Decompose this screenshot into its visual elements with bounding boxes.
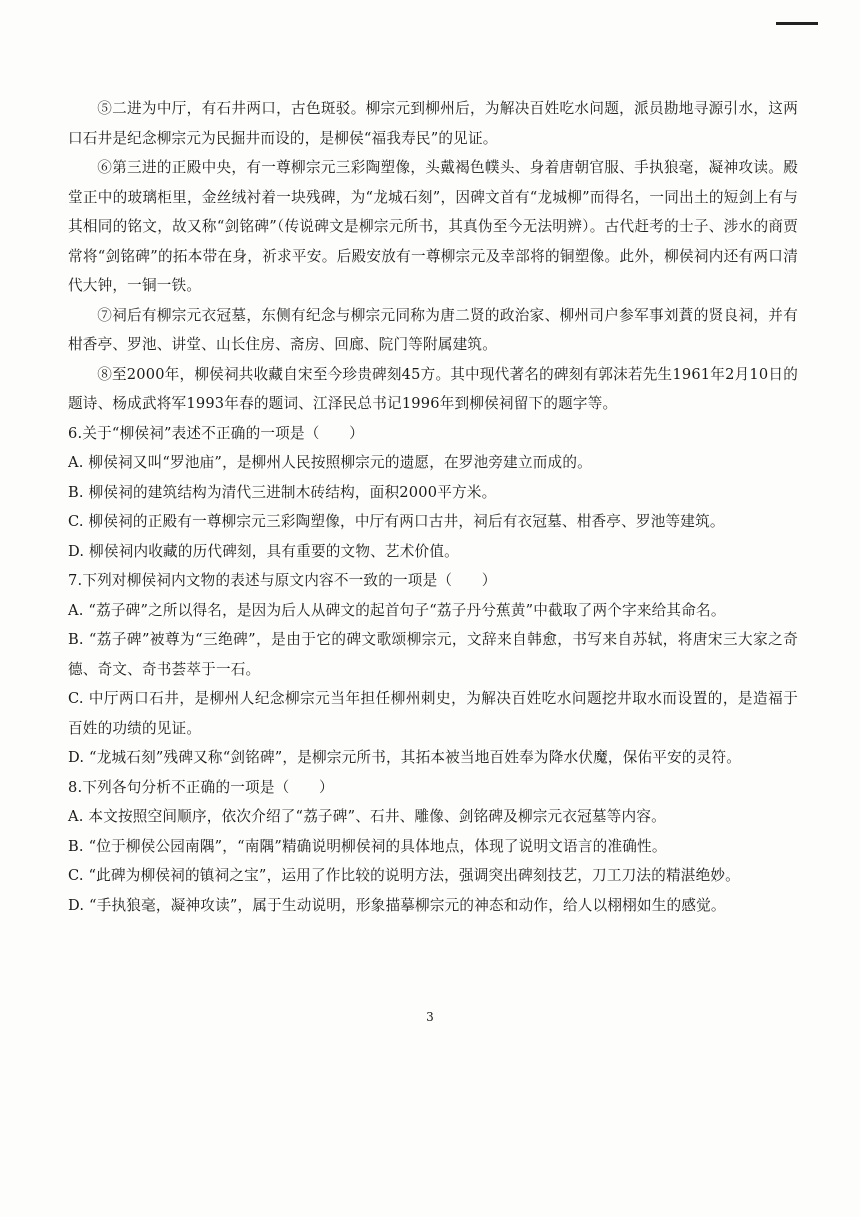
header-mark xyxy=(776,22,818,25)
page-number: 3 xyxy=(426,1010,434,1024)
question-stem: 6.关于“柳侯祠”表述不正确的一项是（ ） xyxy=(68,424,364,442)
option-c: C. 柳侯祠的正殿有一尊柳宗元三彩陶塑像，中厅有两口古井，祠后有衣冠墓、柑香亭、罗池等建筑。 xyxy=(68,513,725,530)
option-a: A. 本文按照空间顺序，依次介绍了“荔子碑”、石井、雕像、剑铭碑及柳宗元衣冠墓等内容。 xyxy=(68,808,666,825)
option-d: D. “龙城石刻”残碑又称“剑铭碑”，是柳宗元所书，其拓本被当地百姓奉为降水伏魔，保佑平安的灵符。 xyxy=(68,749,742,766)
question-8 xyxy=(68,773,798,921)
question-stem: 8.下列各句分析不正确的一项是（ ） xyxy=(68,778,334,796)
option-c: C. “此碑为柳侯祠的镇祠之宝”，运用了作比较的说明方法，强调突出碑刻技艺，刀工刀法的精湛绝妙。 xyxy=(68,867,740,884)
option-a: A. 柳侯祠又叫“罗池庙”，是柳州人民按照柳宗元的遗愿，在罗池旁建立而成的。 xyxy=(68,454,592,471)
question-stem: 7.下列对柳侯祠内文物的表述与原文内容不一致的一项是（ ） xyxy=(68,572,497,589)
option-a: A. “荔子碑”之所以得名，是因为后人从碑文的起首句子“荔子丹兮蕉黄”中截取了两个字来给其命名。 xyxy=(68,601,726,619)
page-content xyxy=(68,94,798,920)
option-b: B. 柳侯祠的建筑结构为清代三进制木砖结构，面积2000平方米。 xyxy=(68,483,497,501)
option-d: D. 柳侯祠内收藏的历代碑刻，具有重要的文物、艺术价值。 xyxy=(68,542,459,560)
paragraph-5: ⑤二进为中厅，有石井两口，古色斑驳。柳宗元到柳州后，为解决百姓吃水问题，派员勘地寻源引水，这两口石井是纪念柳宗元为民掘井而设的，是柳侯“福我寿民”的见证。 xyxy=(68,100,798,147)
question-6 xyxy=(68,419,798,567)
question-7 xyxy=(68,566,798,773)
option-b: B. “荔子碑”被尊为“三绝碑”，是由于它的碑文歌颂柳宗元，文辞来自韩愈，书写来自苏轼，将唐宋三大家之奇德、奇文、奇书荟萃于一石。 xyxy=(68,631,798,678)
option-d: D. “手执狼毫，凝神攻读”，属于生动说明，形象描摹柳宗元的神态和动作，给人以栩栩如生的感觉。 xyxy=(68,896,726,914)
paragraph-7: ⑦祠后有柳宗元衣冠墓，东侧有纪念与柳宗元同称为唐二贤的政治家、柳州司户参军事刘蕡的贤良祠，并有柑香亭、罗池、讲堂、山长住房、斋房、回廊、院门等附属建筑。 xyxy=(68,306,798,353)
option-b: B. “位于柳侯公园南隅”，“南隅”精确说明柳侯祠的具体地点，体现了说明文语言的准确性。 xyxy=(68,837,667,855)
option-c: C. 中厅两口石井，是柳州人纪念柳宗元当年担任柳州刺史，为解决百姓吃水问题挖井取水而设置的，是造福于百姓的功绩的见证。 xyxy=(68,690,798,737)
paragraph-8: ⑧至2000年，柳侯祠共收藏自宋至今珍贵碑刻45方。其中现代著名的碑刻有郭沫若先生1961年2月10日的题诗、杨成武将军1993年春的题词、江泽民总书记1996年到柳侯祠留下的题字等。 xyxy=(68,365,798,412)
paragraph-6: ⑥第三进的正殿中央，有一尊柳宗元三彩陶塑像，头戴褐色幞头、身着唐朝官服、手执狼毫，凝神攻读。殿堂正中的玻璃柜里，金丝绒衬着一块残碑，为“龙城石刻”，因碑文首有“龙城柳”而得名，一同出土的短剑上有与其相同的铭文，故又称“剑铭碑”（传说碑文是柳宗元所书，其真伪至今无法明辨）。古代赶考的士子、涉水的商贾常将“剑铭碑”的拓本带在身，祈求平安。后殿安放有一尊柳宗元及幸部将的铜塑像。此外，柳侯祠内还有两口清代大钟，一铜一铁。 xyxy=(68,159,798,294)
